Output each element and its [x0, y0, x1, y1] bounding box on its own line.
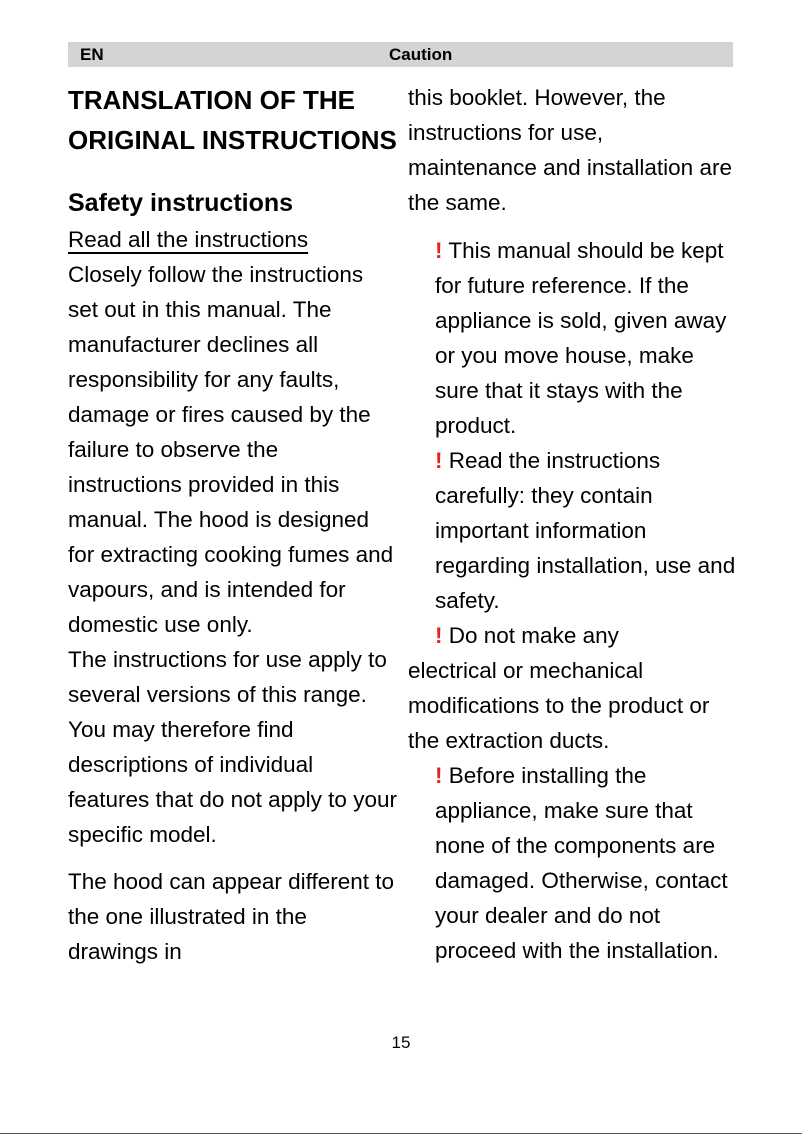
appearance-paragraph: The hood can appear different to the one illustrated in the drawings in — [68, 869, 395, 964]
warning-item — [408, 233, 738, 443]
warning-text: This manual should be kept for future reference. If the appliance is sold, given away or you move house, make sure that it stays with the product. — [435, 238, 727, 438]
exclamation-icon: ! — [435, 238, 443, 263]
continuation-paragraph: this booklet. However, the instructions for use, maintenance and installation are the same. — [408, 85, 732, 215]
versions-paragraph: The instructions for use apply to several versions of this range. You may therefore find descriptions of individual features that do not apply to your specific model. — [68, 647, 397, 847]
read-instructions-subheading: Read all the instructions — [68, 227, 309, 252]
warning-text-continuation: electrical or mechanical modifications to the product or the extraction ducts. — [408, 658, 710, 753]
warning-item — [408, 443, 738, 618]
page-header-bar — [68, 42, 733, 67]
exclamation-icon: ! — [435, 763, 443, 788]
section-label: Caution — [389, 45, 453, 64]
warning-item — [408, 758, 738, 968]
responsibility-paragraph: Closely follow the instructions set out in this manual. The manufacturer declines all responsibility for any faults, damage or fires caused by the failure to observe the instructions provided in this manual. The hood is designed for extracting cooking fumes and vapours, and is intended for domestic use only. — [68, 262, 394, 637]
exclamation-icon: ! — [435, 623, 443, 648]
page-number: 15 — [391, 1033, 411, 1052]
language-label: EN — [80, 45, 104, 64]
warning-item — [408, 618, 738, 758]
exclamation-icon: ! — [435, 448, 443, 473]
left-column — [68, 80, 398, 969]
warning-text: Before installing the appliance, make sure that none of the components are damaged. Otherwise, contact your dealer and do not proceed with the installation. — [435, 763, 728, 963]
title-line-1: TRANSLATION OF THE — [68, 85, 355, 115]
title-line-2: ORIGINAL INSTRUCTIONS — [68, 125, 397, 155]
warning-text: Read the instructions carefully: they contain important information regarding installation, use and safety. — [435, 448, 736, 613]
bottom-divider — [0, 1133, 802, 1134]
document-title — [68, 80, 398, 160]
safety-section-title: Safety instructions — [68, 189, 294, 217]
right-column — [408, 80, 738, 968]
warning-text: Do not make any — [448, 623, 619, 648]
